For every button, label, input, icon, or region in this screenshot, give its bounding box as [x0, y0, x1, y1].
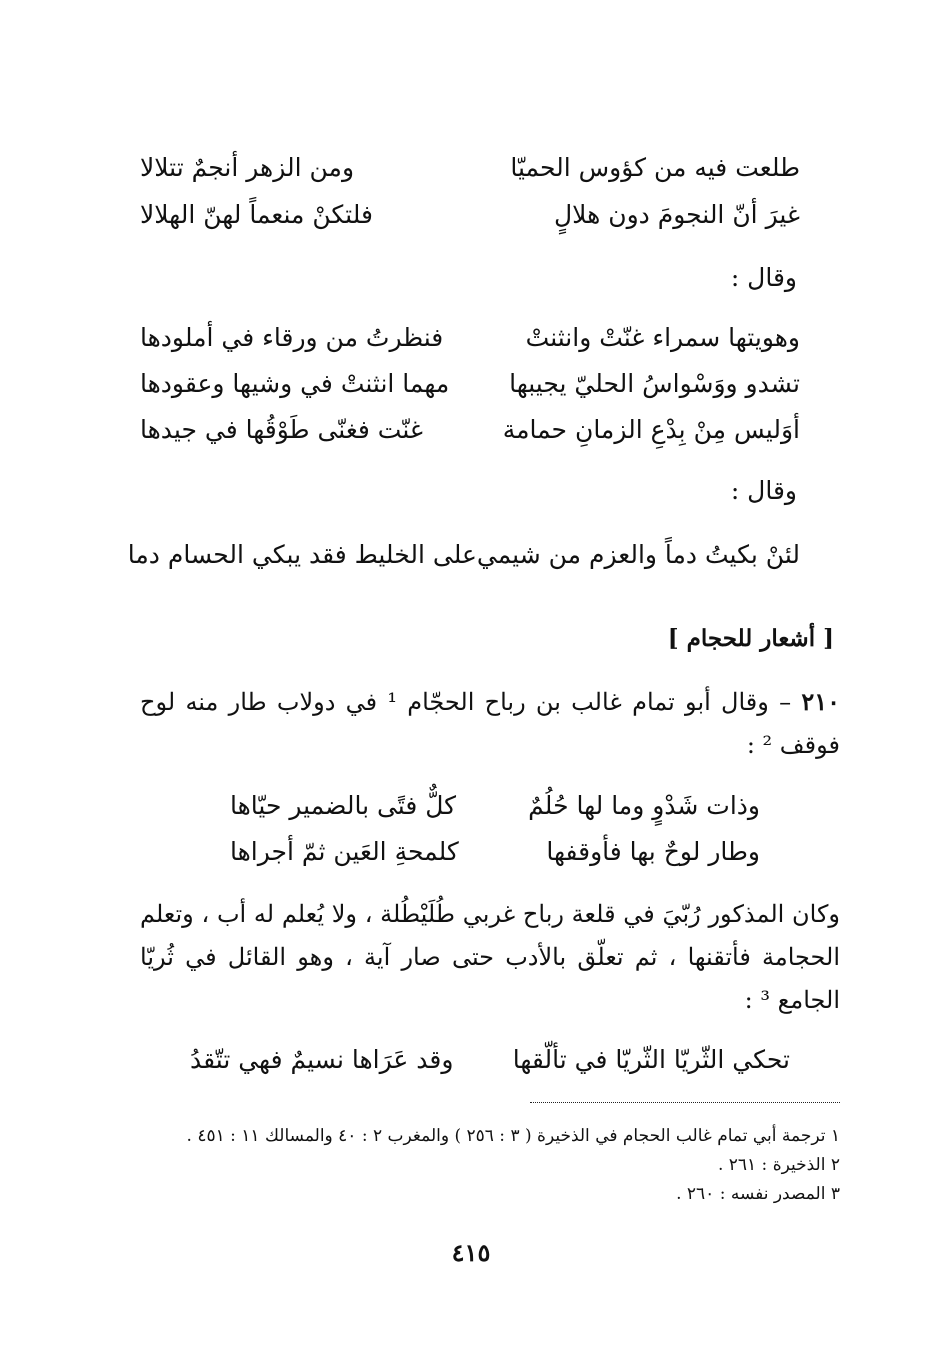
verse-line: [140, 366, 800, 402]
verse-line: [140, 320, 800, 356]
verse-second-hemistich: كلٌّ فتًى بالضمير حيّاها: [230, 791, 457, 820]
verse-line: [140, 412, 800, 448]
page-number: ٤١٥: [451, 1238, 491, 1267]
entry-paragraph: [140, 680, 840, 767]
verse-first-hemistich: وهويتها سمراء غنّتْ وانثنتْ: [525, 323, 800, 352]
verse-second-hemistich: مهما انثنتْ في وشيها وعقودها: [140, 369, 450, 398]
qala-label: وقال :: [730, 263, 797, 292]
verse-first-hemistich: تحكي الثّريّا الثّريّا في تألّقها: [512, 1045, 790, 1074]
verse-line: [140, 150, 800, 186]
section-heading: [ أشعار للحجام ]: [667, 625, 834, 652]
body-paragraph: وكان المذكور رُبّيَ في قلعة رباح غربي طُلَيْطُلة ، ولا يُعلم له أب ، وتعلم الحجامة فأتقنها ، ثم تعلّق بالأدب حتى صار آية ، وهو القائل في ثُريّا الجامع ³ :: [140, 900, 841, 1014]
entry-number: ٢١٠: [801, 687, 841, 716]
verse-second-hemistich: على الخليط فقد يبكي الحسام دما: [127, 540, 477, 569]
footnote: ٣ المصدر نفسه : ٢٦٠ .: [676, 1184, 840, 1204]
verse-second-hemistich: وقد عَرَاها نسيمٌ فهي تتّقدُ: [190, 1045, 454, 1074]
verse-first-hemistich: طلعت فيه من كؤوس الحميّا: [510, 153, 800, 182]
verse-line: [140, 197, 800, 233]
verse-second-hemistich: فنظرتُ من ورقاء في أملودها: [140, 323, 444, 352]
verse-second-hemistich: ومن الزهر أنجمٌ تتلالا: [140, 153, 355, 182]
footnotes: [150, 1122, 840, 1209]
verse-line: [190, 1042, 790, 1078]
verse-second-hemistich: كلمحةِ العَين ثمّ أجراها: [230, 837, 459, 866]
verse-first-hemistich: غيرَ أنّ النجومَ دون هلالٍ: [554, 200, 800, 229]
verse-first-hemistich: لئنْ بكيتُ دماً والعزم من شيمي: [476, 540, 800, 569]
verse-second-hemistich: غنّت فغنّى طَوْقُها في جيدها: [140, 415, 423, 444]
verse-line: [127, 537, 800, 573]
entry-text: – وقال أبو تمام غالب بن رباح الحجّام ¹ في دولاب طار منه لوح فوقف ² :: [140, 688, 840, 759]
verse-first-hemistich: وطار لوحٌ بها فأوقفها: [546, 837, 760, 866]
verse-first-hemistich: وذات شَدْوٍ وما لها حُلُمٌ: [528, 791, 760, 820]
verse-second-hemistich: فلتكنْ منعماً لهنّ الهلالا: [140, 200, 373, 229]
footnote-divider: [530, 1102, 840, 1103]
verse-line: [230, 834, 760, 870]
verse-line: [230, 788, 760, 824]
verse-first-hemistich: أوَليس مِنْ بِدْعِ الزمانِ حمامة: [502, 415, 800, 444]
footnote: ١ ترجمة أبي تمام غالب الحجام في الذخيرة ( ٣ : ٢٥٦ ) والمغرب ٢ : ٤٠ والمسالك ١١ : ٤٥١ .: [186, 1126, 840, 1146]
footnote: ٢ الذخيرة : ٢٦١ .: [717, 1155, 840, 1175]
qala-label: وقال :: [730, 476, 797, 505]
verse-first-hemistich: تشدو ووَسْواسُ الحليّ يجيبها: [509, 369, 800, 398]
